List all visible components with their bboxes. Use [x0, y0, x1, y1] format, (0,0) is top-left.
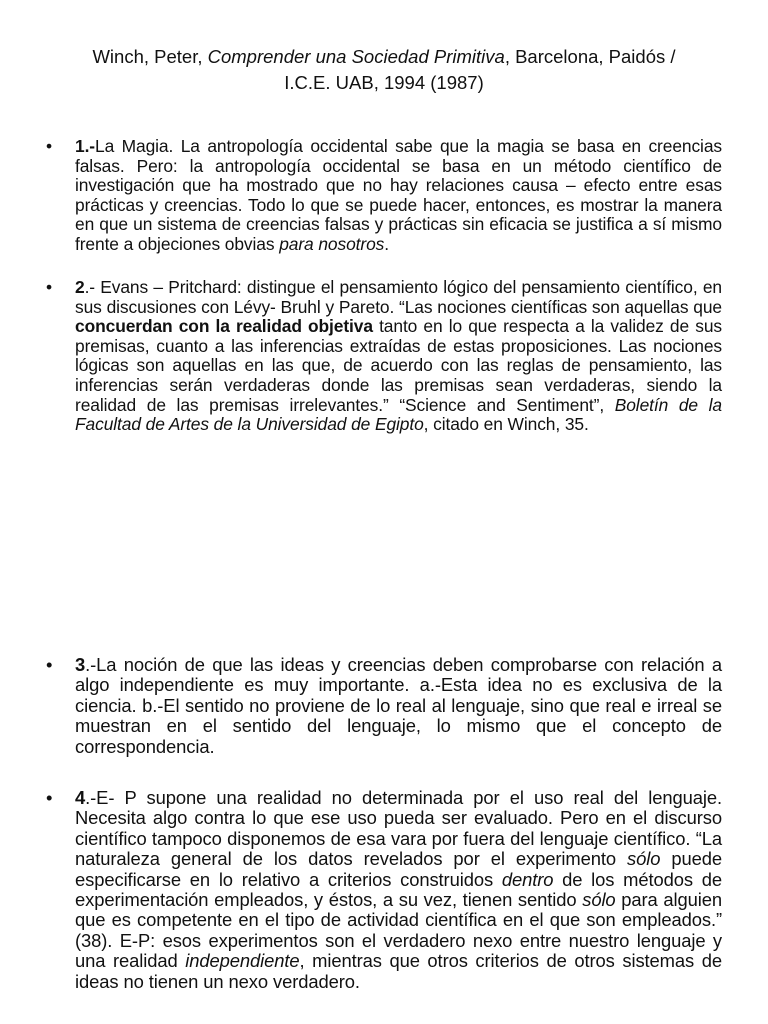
bullet-icon: • — [46, 136, 52, 156]
journal-title: Boletín de la Facultad de Artes de la Universidad de Egipto — [75, 394, 722, 435]
bullet-icon: • — [46, 277, 52, 297]
list-item-text: 4.-E- P supone una realidad no determinada por el uso real del lenguaje. Necesita algo contra lo que ese uso pueda ser evaluado. Pero en el discurso científico tampoco disponemos de esa vara por fuera del lenguaje científico. “La naturaleza general de los datos revelados por el experimento sólo puede especificarse en lo relativo a criterios construidos dentro de los métodos de experimentación empleados, y éstos, a su vez, tienen sentido sólo para alguien que es competente en el tipo de actividad científica en el que son empleados.” (38). E-P: esos experimentos son el verdadero nexo entre nuestro lenguaje y una realidad independiente, mientras que otros criterios de otros sistemas de ideas no tienen un nexo verdadero. — [75, 787, 722, 992]
list-item — [46, 278, 722, 435]
list-item — [46, 655, 722, 757]
book-title: Comprender una Sociedad Primitiva — [207, 46, 505, 67]
citation-line-1: Winch, Peter, Comprender una Sociedad Primitiva, Barcelona, Paidós / — [92, 46, 676, 67]
list-item-text: 1.-La Magia. La antropología occidental sabe que la magia se basa en creencias falsas. Pero: la antropología occidental se basa en un método científico de investigación que ha mostrado que no hay relaciones causa – efecto entre esas prácticas y creencias. Todo lo que se puede hacer, entonces, es mostrar la manera en que un sistema de creencias falsas y prácticas sin eficacia se justifica a sí mismo frente a objeciones obvias para nosotros. — [75, 136, 722, 254]
list-item — [46, 137, 722, 255]
list-item-text: 2.- Evans – Pritchard: distingue el pensamiento lógico del pensamiento científico, en sus discusiones con Lévy- Bruhl y Pareto. “Las nociones científicas son aquellas que concuerdan con la realidad objetiva tanto en lo que respecta a la validez de sus premisas, cuanto a las inferencias extraídas de estas proposiciones. Las nociones lógicas son aquellas en las que, de acuerdo con las reglas de pensamiento, las inferencias serán verdaderas donde las premisas sean verdaderas, siendo la realidad de las premisas irrelevantes.” “Science and Sentiment”, Boletín de la Facultad de Artes de la Universidad de Egipto, citado en Winch, 35. — [75, 277, 722, 435]
item-number: 1.- — [75, 136, 95, 156]
list-item — [46, 788, 722, 992]
list-item-text: 3.-La noción de que las ideas y creencias deben comprobarse con relación a algo independiente es muy importante. a.-Esta idea no es exclusiva de la ciencia. b.-El sentido no proviene de lo real al lenguaje, sino que real e irreal se muestran en el sentido del lenguaje, lo mismo que el concepto de correspondencia. — [75, 654, 722, 757]
bullet-icon: • — [46, 787, 53, 808]
item-number: 4 — [75, 787, 86, 808]
citation-line-2: I.C.E. UAB, 1994 (1987) — [284, 72, 484, 93]
bullet-icon: • — [46, 654, 53, 675]
document-header — [0, 44, 768, 96]
item-number: 2 — [75, 277, 85, 297]
item-number: 3 — [75, 654, 86, 675]
emphasis-text: concuerdan con la realidad objetiva — [75, 316, 373, 337]
